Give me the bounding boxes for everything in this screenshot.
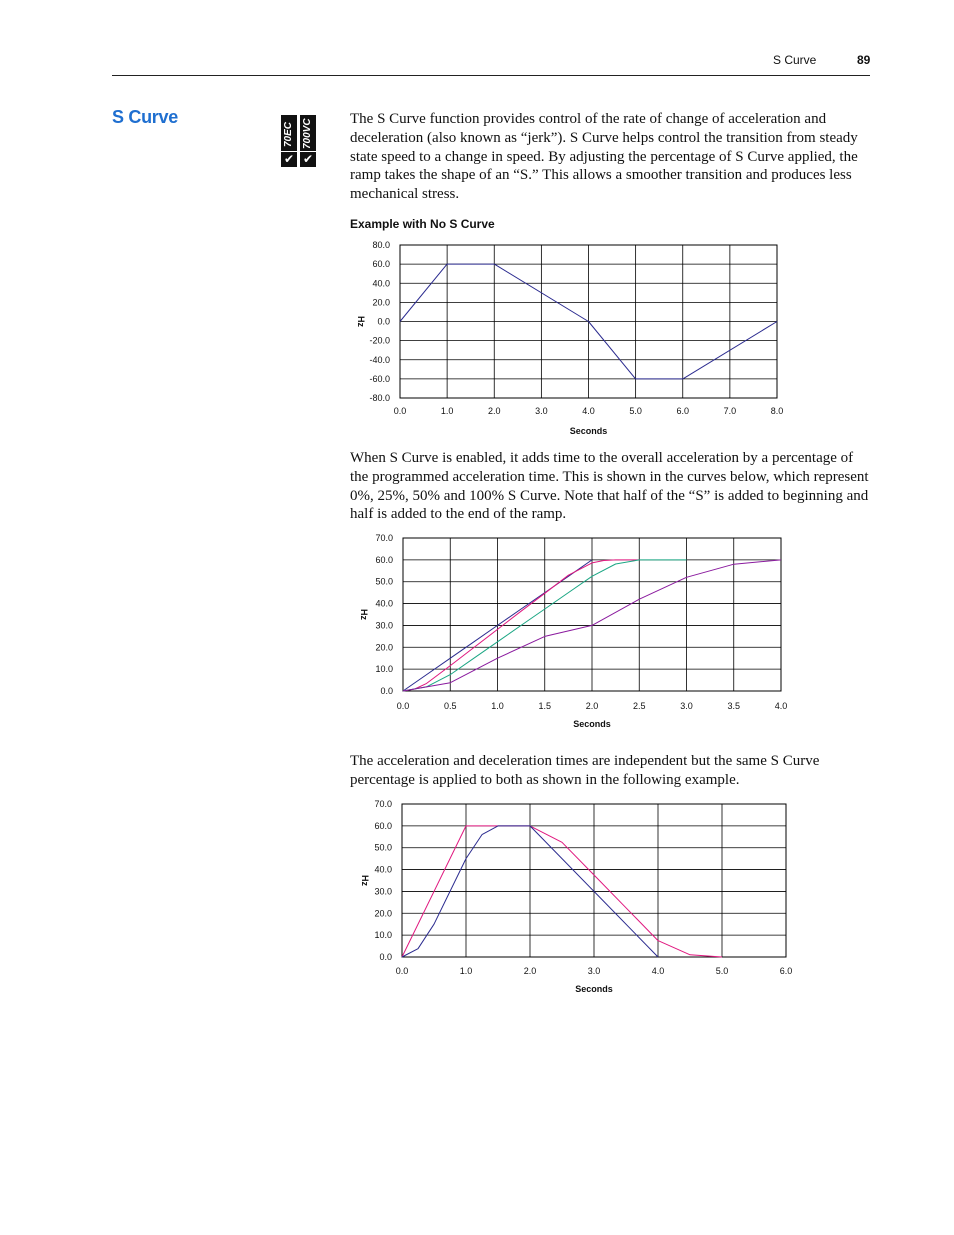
x-tick-label: 1.0 [491, 701, 504, 711]
x-tick-label: 5.0 [715, 966, 729, 976]
x-tick-label: 8.0 [770, 406, 784, 416]
y-tick-label: 10.0 [374, 930, 392, 941]
x-tick-label: 0.0 [395, 966, 409, 976]
x-tick-label: 6.0 [779, 966, 793, 976]
x-tick-label: 2.0 [585, 701, 599, 711]
x-tick-label: 2.5 [632, 701, 646, 711]
y-tick-label: 50.0 [374, 842, 392, 853]
checkmark-icon: ✔ [281, 151, 297, 167]
y-tick-label: -40.0 [369, 354, 390, 365]
y-tick-label: 0.0 [379, 952, 392, 962]
checkmark-icon: ✔ [300, 151, 316, 167]
y-tick-label: 20.0 [375, 642, 393, 653]
x-axis-label: Seconds [573, 719, 611, 729]
running-header-title: S Curve [773, 53, 817, 67]
y-tick-label: 10.0 [375, 664, 393, 675]
y-tick-label: -80.0 [369, 393, 390, 403]
x-axis-label: Seconds [569, 426, 608, 436]
x-tick-label: 0.0 [396, 701, 410, 711]
x-tick-label: 5.0 [629, 406, 642, 416]
y-tick-label: 60.0 [375, 554, 393, 565]
x-tick-label: 3.0 [680, 701, 693, 711]
y-tick-label: 70.0 [374, 799, 392, 809]
intro-paragraph: The S Curve function provides control of the rate of change of acceleration and deceleration (also known as “jerk”). S Curve helps control the transition from steady state speed to a change in speed. By adjusting the percentage of S Curve applied, the ramp takes the shape of an “S.” This allows a smoother transition and produces less mechanical stress. [350, 111, 858, 203]
x-tick-label: 7.0 [723, 406, 737, 416]
y-tick-label: -60.0 [369, 373, 390, 384]
x-tick-label: 0.5 [443, 701, 457, 711]
y-tick-label: 70.0 [375, 533, 393, 543]
y-tick-label: 30.0 [375, 620, 393, 631]
product-badge-label: 700VC [302, 118, 313, 150]
y-tick-label: 0.0 [377, 316, 390, 327]
x-tick-label: 1.0 [459, 966, 473, 976]
s-curve-enabled-paragraph: When S Curve is enabled, it adds time to the overall acceleration by a percentage of the programmed acceleration time. This is shown in the curves below, which represent 0%, 25%, 50% and 100% S Curve. Note that half of the “S” is added to beginning and half is added to the end of the ramp. [350, 450, 869, 523]
x-tick-label: 1.5 [538, 701, 552, 711]
y-axis-label: Hz [360, 875, 370, 886]
x-tick-label: 2.0 [487, 406, 501, 416]
page-number: 89 [857, 53, 871, 67]
y-tick-label: 40.0 [372, 278, 390, 289]
y-tick-label: 20.0 [374, 908, 392, 919]
y-tick-label: 30.0 [374, 886, 392, 897]
y-tick-label: 40.0 [375, 598, 393, 609]
product-badge-label: 70EC [283, 121, 294, 147]
x-tick-label: 4.0 [651, 966, 665, 976]
x-tick-label: 3.0 [587, 966, 601, 976]
x-tick-label: 0.0 [393, 406, 407, 416]
x-tick-label: 4.0 [582, 406, 595, 416]
x-tick-label: 2.0 [523, 966, 537, 976]
y-tick-label: 60.0 [374, 820, 392, 831]
y-tick-label: 20.0 [372, 297, 390, 308]
y-axis-label: Hz [356, 316, 366, 327]
x-tick-label: 3.0 [535, 406, 548, 416]
accel-decel-paragraph: The acceleration and deceleration times are independent but the same S Curve percentage is applied to both as shown in the following example. [350, 753, 820, 788]
y-tick-label: 50.0 [375, 576, 393, 587]
x-tick-label: 3.5 [727, 701, 741, 711]
y-tick-label: 40.0 [374, 864, 392, 875]
chart-caption: Example with No S Curve [350, 217, 495, 231]
y-axis-label: Hz [359, 609, 369, 620]
x-tick-label: 4.0 [774, 701, 788, 711]
y-tick-label: 80.0 [372, 240, 390, 250]
x-tick-label: 6.0 [676, 406, 690, 416]
y-tick-label: 0.0 [380, 686, 393, 696]
y-tick-label: 60.0 [372, 259, 390, 270]
x-axis-label: Seconds [575, 984, 613, 994]
y-tick-label: -20.0 [369, 335, 390, 346]
section-title: S Curve [112, 107, 178, 127]
x-tick-label: 1.0 [440, 406, 454, 416]
